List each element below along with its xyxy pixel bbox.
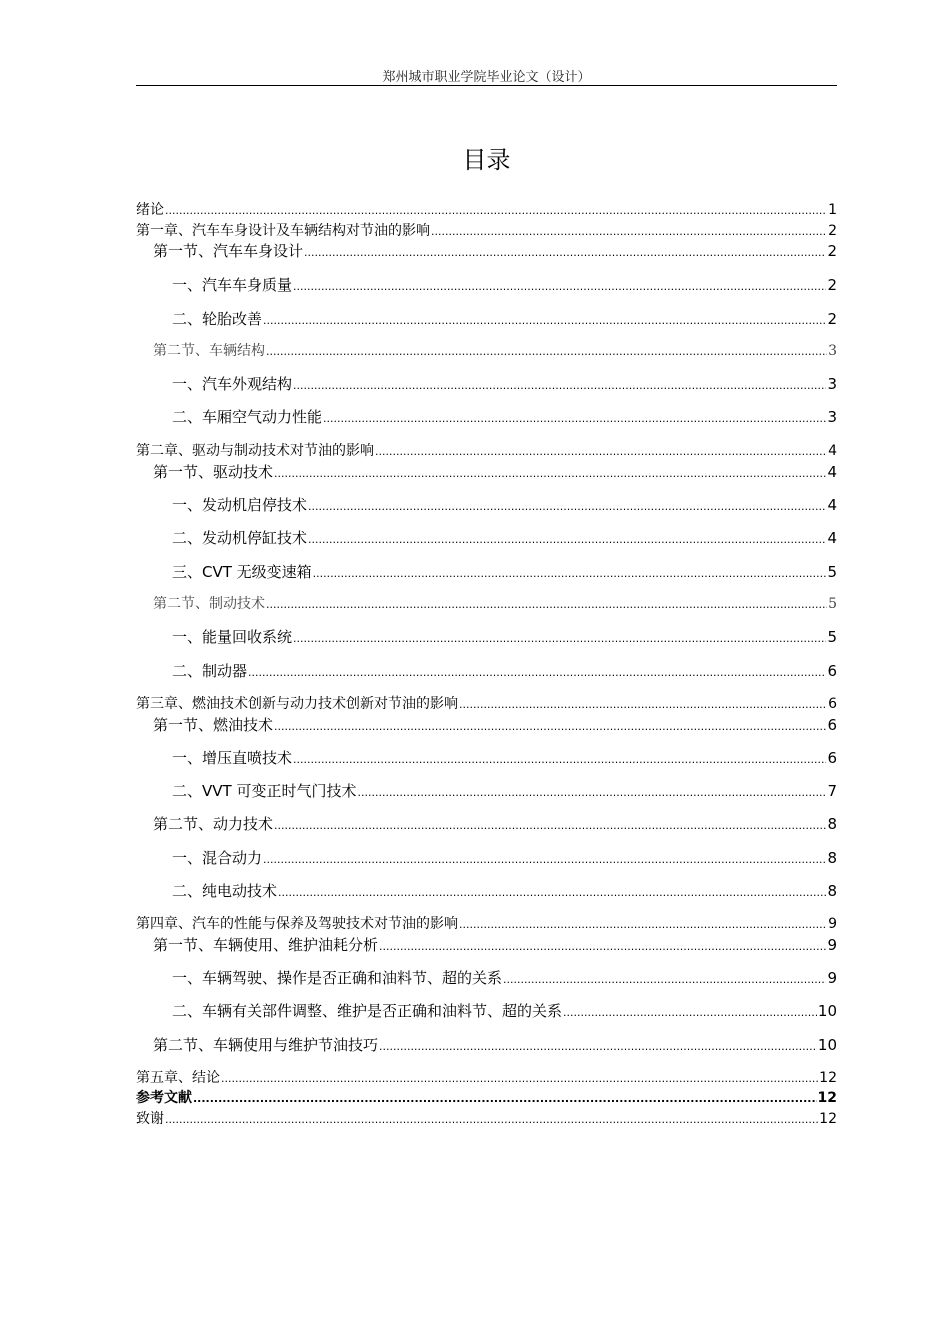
toc-entry-label: 一、汽车外观结构 xyxy=(172,375,293,393)
toc-entry-label: 第一节、汽车车身设计 xyxy=(153,242,304,260)
toc-entry-label: 一、增压直喷技术 xyxy=(172,749,293,767)
toc-leader-dots xyxy=(263,853,826,866)
toc-leader-dots xyxy=(263,314,826,327)
toc-entry-page: 6 xyxy=(827,662,837,680)
toc-leader-dots xyxy=(431,225,827,238)
toc-entry[interactable] xyxy=(136,1108,837,1128)
toc-entry-page: 5 xyxy=(828,596,837,612)
toc-entry[interactable] xyxy=(136,1000,837,1021)
toc-entry[interactable] xyxy=(136,967,837,988)
toc-leader-dots xyxy=(379,940,826,953)
toc-entry-label: 一、发动机启停技术 xyxy=(172,496,308,514)
toc-leader-dots xyxy=(323,412,826,425)
toc-leader-dots xyxy=(274,720,826,733)
toc-entry-page: 6 xyxy=(828,696,837,712)
toc-entry[interactable] xyxy=(136,693,837,713)
toc-entry-label: 一、车辆驾驶、操作是否正确和油料节、超的关系 xyxy=(172,969,503,987)
toc-leader-dots xyxy=(379,1040,817,1053)
toc-entry[interactable] xyxy=(136,308,837,329)
toc-leader-dots xyxy=(459,918,827,931)
toc-leader-dots xyxy=(193,1092,817,1105)
toc-leader-dots xyxy=(308,500,826,513)
toc-leader-dots xyxy=(563,1006,817,1019)
toc-leader-dots xyxy=(221,1072,818,1085)
toc-entry[interactable] xyxy=(136,461,837,482)
toc-leader-dots xyxy=(274,467,826,480)
toc-entry-label: 参考文献 xyxy=(136,1090,192,1106)
toc-entry[interactable] xyxy=(136,880,837,901)
toc-entry-page: 4 xyxy=(827,463,837,481)
toc-entry[interactable] xyxy=(136,240,837,261)
toc-entry[interactable] xyxy=(136,913,837,933)
toc-entry[interactable] xyxy=(136,340,837,360)
toc-leader-dots xyxy=(293,753,826,766)
toc-entry-page: 4 xyxy=(828,443,837,459)
toc-entry-label: 第二节、车辆使用与维护节油技巧 xyxy=(153,1036,379,1054)
toc-entry-label: 三、CVT 无级变速箱 xyxy=(172,563,312,581)
toc-leader-dots xyxy=(293,280,826,293)
toc-entry[interactable] xyxy=(136,747,837,768)
toc-entry[interactable] xyxy=(136,274,837,295)
toc-entry-page: 8 xyxy=(827,849,837,867)
toc-entry-label: 一、汽车车身质量 xyxy=(172,276,293,294)
toc-entry-label: 第一章、汽车车身设计及车辆结构对节油的影响 xyxy=(136,223,430,239)
toc-entry-page: 9 xyxy=(827,969,837,987)
toc-entry-label: 第五章、结论 xyxy=(136,1070,220,1086)
toc-entry[interactable] xyxy=(136,1034,837,1055)
toc-entry[interactable] xyxy=(136,527,837,548)
toc-entry-label: 绪论 xyxy=(136,202,164,218)
toc-entry-label: 二、轮胎改善 xyxy=(172,310,263,328)
toc-entry[interactable] xyxy=(136,593,837,613)
toc-leader-dots xyxy=(248,666,826,679)
toc-entry-label: 第一节、车辆使用、维护油耗分析 xyxy=(153,936,379,954)
toc-leader-dots xyxy=(357,786,826,799)
toc-entry-page: 2 xyxy=(827,242,837,260)
toc-entry[interactable] xyxy=(136,934,837,955)
toc-entry-page: 5 xyxy=(827,628,837,646)
toc-entry-page: 9 xyxy=(827,936,837,954)
toc-entry-label: 二、车厢空气动力性能 xyxy=(172,408,323,426)
toc-entry[interactable] xyxy=(136,1067,837,1087)
toc-leader-dots xyxy=(293,379,826,392)
toc-entry[interactable] xyxy=(136,780,837,801)
toc-entry-page: 9 xyxy=(828,916,837,932)
toc-leader-dots xyxy=(266,598,827,611)
toc-leader-dots xyxy=(313,567,827,580)
toc-entry[interactable] xyxy=(136,406,837,427)
toc-entry-page: 2 xyxy=(828,223,837,239)
toc-entry[interactable] xyxy=(136,714,837,735)
toc-entry-label: 第二节、车辆结构 xyxy=(153,343,265,359)
toc-entry-page: 6 xyxy=(827,749,837,767)
toc-entry[interactable] xyxy=(136,660,837,681)
toc-entry[interactable] xyxy=(136,813,837,834)
toc-leader-dots xyxy=(165,1113,818,1126)
toc-entry[interactable] xyxy=(136,494,837,515)
toc-entry-page: 1 xyxy=(828,202,837,218)
toc-entry-label: 第二章、驱动与制动技术对节油的影响 xyxy=(136,443,374,459)
toc-entry-label: 第二节、制动技术 xyxy=(153,596,265,612)
toc-leader-dots xyxy=(266,345,827,358)
toc-entry-page: 2 xyxy=(827,276,837,294)
toc-entry[interactable] xyxy=(136,199,837,219)
toc-entry-label: 第一节、驱动技术 xyxy=(153,463,274,481)
page-header: 郑州城市职业学院毕业论文（设计） xyxy=(382,70,591,85)
toc-entry-page: 3 xyxy=(827,408,837,426)
toc-entry-page: 8 xyxy=(827,815,837,833)
toc-entry-page: 10 xyxy=(817,1036,837,1054)
toc-entry[interactable] xyxy=(136,561,837,582)
toc-entry-page: 12 xyxy=(819,1111,837,1127)
toc-entry[interactable] xyxy=(136,440,837,460)
toc-entry-label: 二、纯电动技术 xyxy=(172,882,278,900)
toc-leader-dots xyxy=(503,973,826,986)
toc-entry-page: 6 xyxy=(827,716,837,734)
toc-entry[interactable] xyxy=(136,373,837,394)
toc-leader-dots xyxy=(308,533,826,546)
toc-entry-page: 12 xyxy=(817,1090,837,1106)
toc-leader-dots xyxy=(304,246,826,259)
toc-entry[interactable] xyxy=(136,847,837,868)
toc-entry[interactable] xyxy=(136,1087,837,1107)
header-rule xyxy=(136,85,837,86)
toc-entry-label: 第一节、燃油技术 xyxy=(153,716,274,734)
toc-leader-dots xyxy=(375,445,827,458)
toc-entry-page: 4 xyxy=(827,529,837,547)
toc-leader-dots xyxy=(278,886,826,899)
toc-leader-dots xyxy=(274,819,826,832)
toc-entry-page: 10 xyxy=(817,1002,837,1020)
toc-entry-label: 二、车辆有关部件调整、维护是否正确和油料节、超的关系 xyxy=(172,1002,563,1020)
toc-entry-page: 12 xyxy=(819,1070,837,1086)
toc-entry-label: 第三章、燃油技术创新与动力技术创新对节油的影响 xyxy=(136,696,458,712)
toc-title: 目录 xyxy=(462,146,511,174)
toc-entry-label: 一、混合动力 xyxy=(172,849,263,867)
toc-entry-page: 3 xyxy=(827,375,837,393)
toc-entry-page: 8 xyxy=(827,882,837,900)
toc-entry-label: 第二节、动力技术 xyxy=(153,815,274,833)
toc-entry[interactable] xyxy=(136,220,837,240)
toc-entry-label: 二、制动器 xyxy=(172,662,248,680)
toc-leader-dots xyxy=(293,632,826,645)
toc-leader-dots xyxy=(165,204,827,217)
toc-entry-page: 4 xyxy=(827,496,837,514)
toc-entry-page: 2 xyxy=(827,310,837,328)
toc-leader-dots xyxy=(459,698,827,711)
toc-entry-label: 第四章、汽车的性能与保养及驾驶技术对节油的影响 xyxy=(136,916,458,932)
toc-entry-page: 5 xyxy=(827,563,837,581)
toc-entry-label: 二、VVT 可变正时气门技术 xyxy=(172,782,357,800)
toc-entry-label: 二、发动机停缸技术 xyxy=(172,529,308,547)
toc-entry-page: 3 xyxy=(828,343,837,359)
toc-entry-label: 致谢 xyxy=(136,1111,164,1127)
toc-entry-page: 7 xyxy=(827,782,837,800)
toc-entry[interactable] xyxy=(136,626,837,647)
toc-entry-label: 一、能量回收系统 xyxy=(172,628,293,646)
